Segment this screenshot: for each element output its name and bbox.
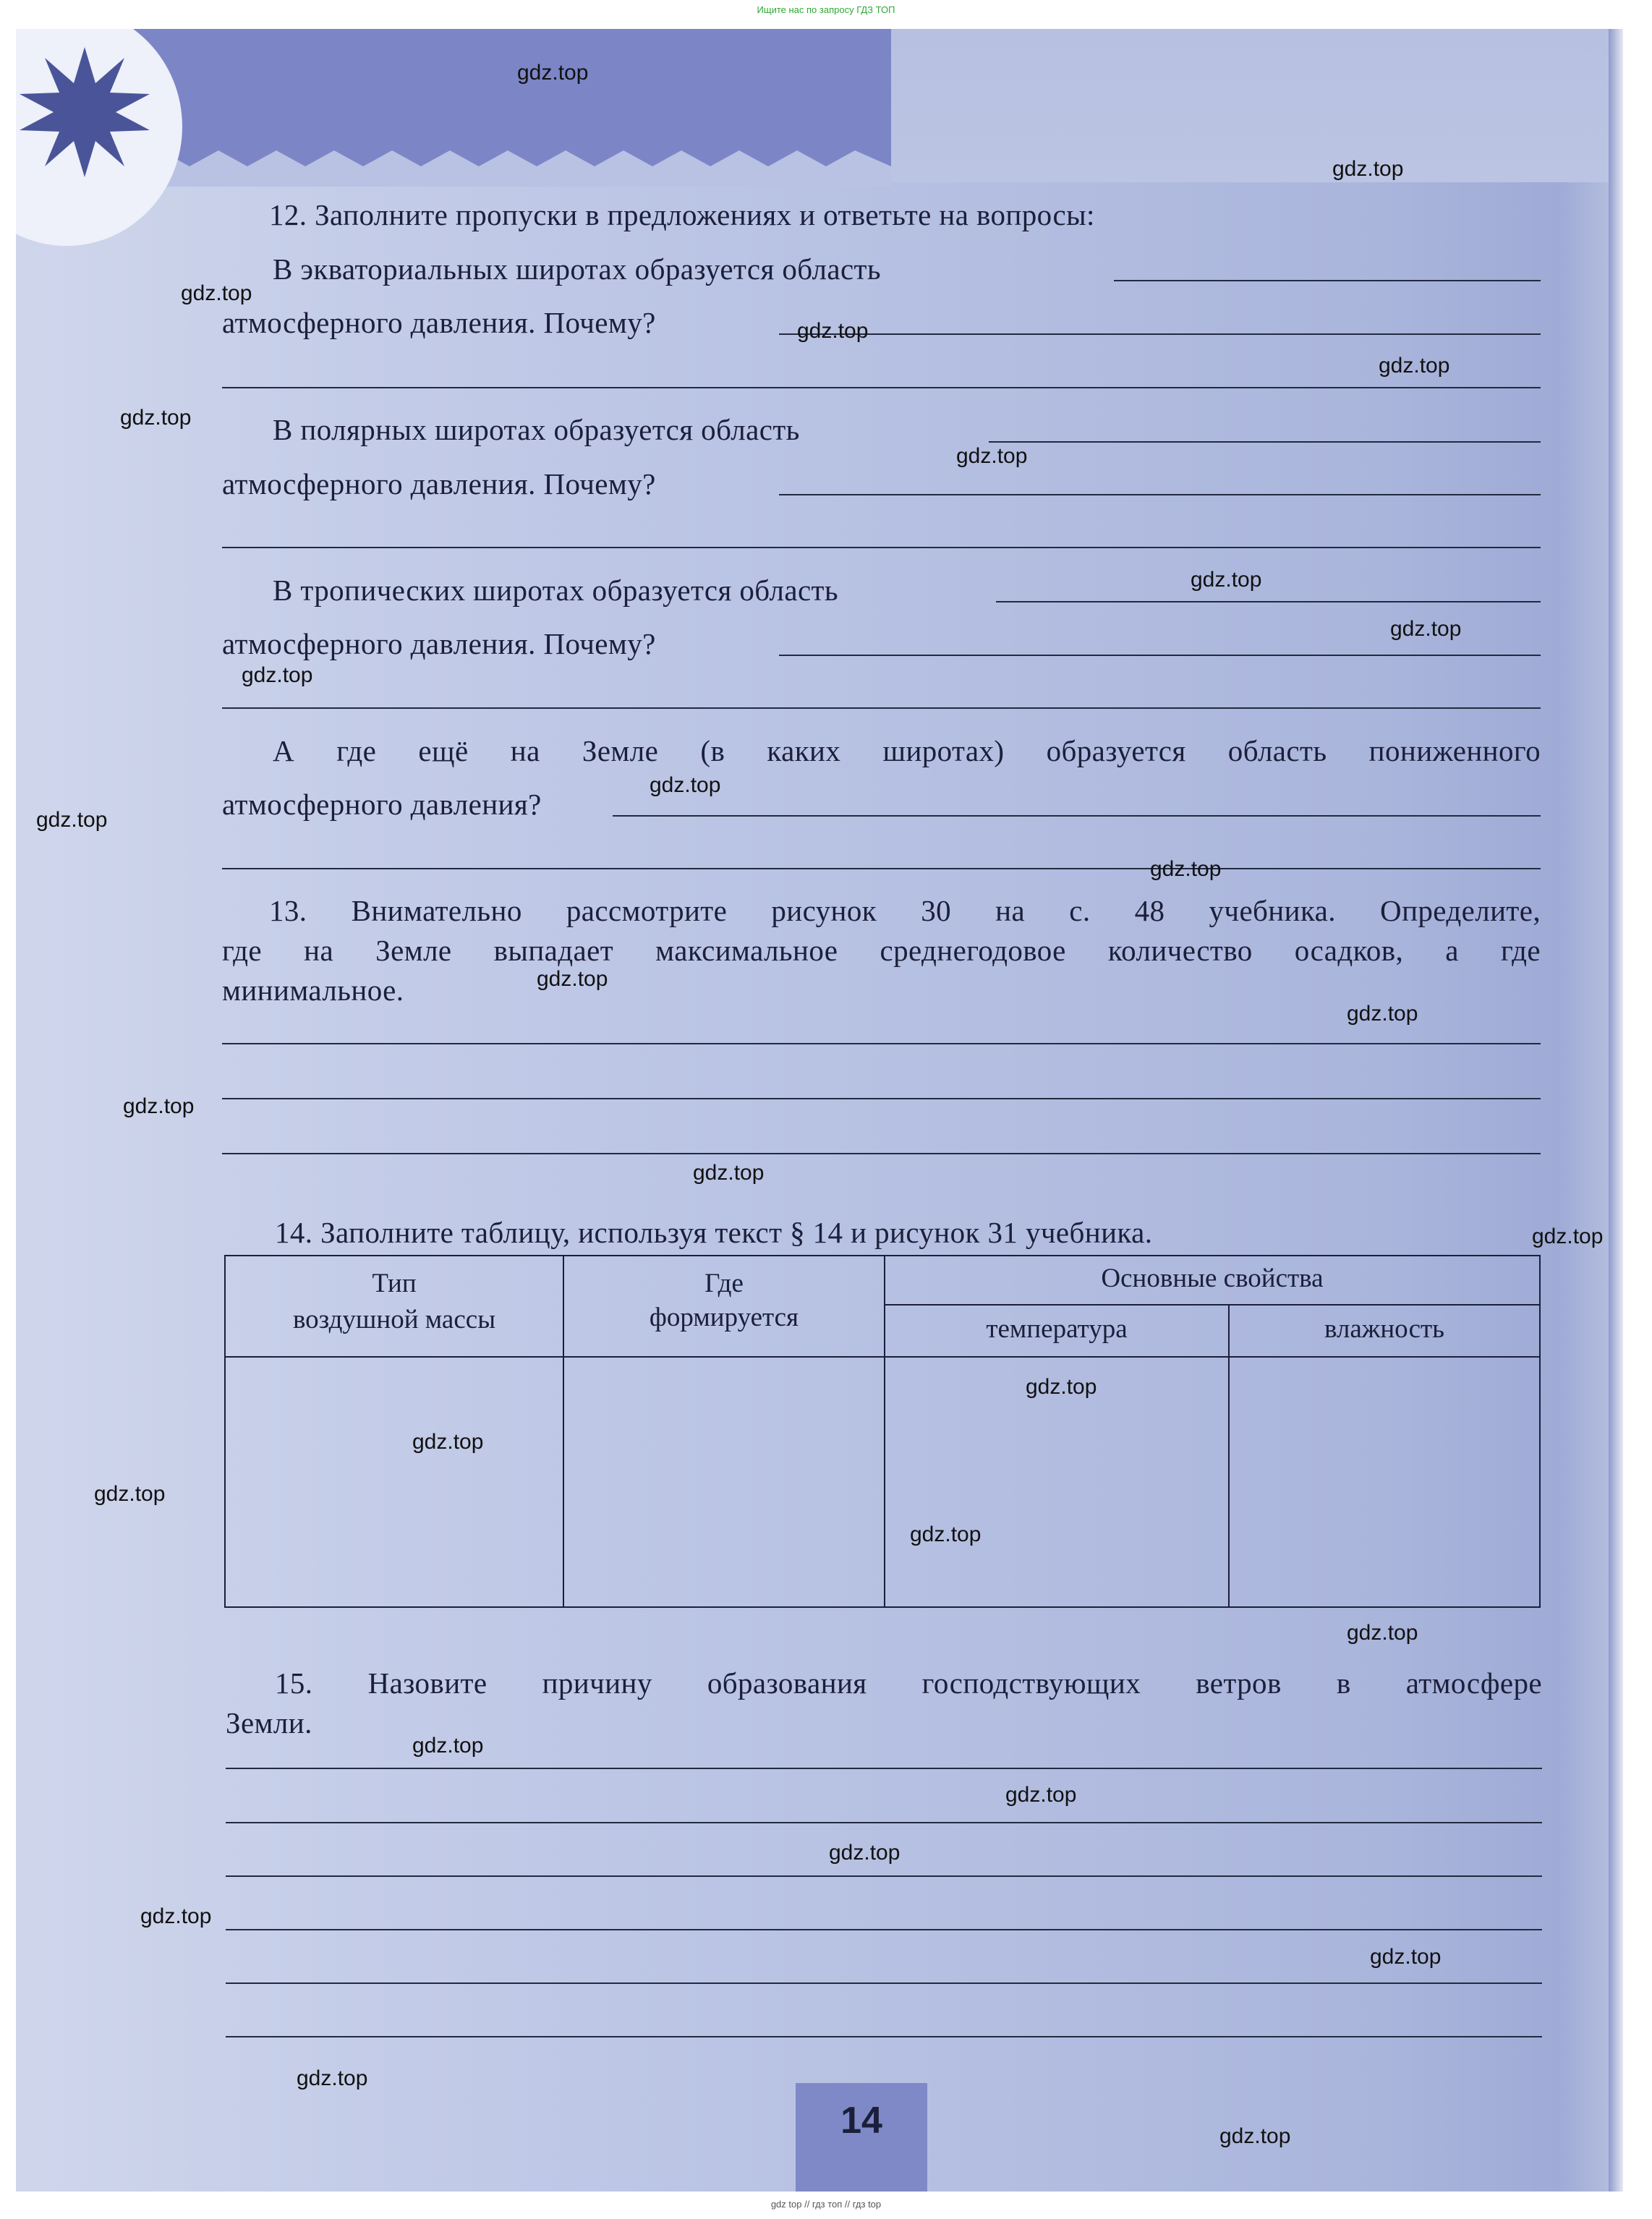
answer-line[interactable] bbox=[1114, 280, 1541, 281]
q13-line3: минимальное. bbox=[222, 974, 404, 1007]
col-type-line1: Тип bbox=[372, 1269, 417, 1298]
star-icon bbox=[16, 43, 153, 181]
col-where-line1: Где bbox=[704, 1269, 744, 1298]
col-where-line2: формируется bbox=[649, 1303, 799, 1332]
watermark: gdz.top bbox=[242, 663, 313, 687]
answer-line[interactable] bbox=[222, 1153, 1541, 1154]
watermark: gdz.top bbox=[1150, 857, 1222, 881]
q13-line1: 13. Внимательно рассмотрите рисунок 30 на с. 48 учебника. Определите, bbox=[269, 894, 1541, 927]
watermark: gdz.top bbox=[1390, 617, 1462, 641]
watermark: gdz.top bbox=[1005, 1783, 1077, 1807]
watermark: gdz.top bbox=[910, 1522, 982, 1546]
answer-line[interactable] bbox=[226, 1875, 1542, 1877]
answer-line[interactable] bbox=[226, 2036, 1542, 2037]
watermark: gdz.top bbox=[517, 61, 589, 85]
watermark: gdz.top bbox=[36, 808, 108, 832]
col-temperature: температура bbox=[986, 1314, 1128, 1344]
watermark: gdz.top bbox=[956, 444, 1028, 468]
answer-line[interactable] bbox=[222, 1043, 1541, 1044]
col-type-line2: воздушной массы bbox=[292, 1305, 496, 1334]
table-cell-where[interactable] bbox=[564, 1358, 884, 1606]
watermark: gdz.top bbox=[1532, 1225, 1604, 1248]
table-cell-humidity[interactable] bbox=[1230, 1358, 1539, 1606]
watermark: gdz.top bbox=[1219, 2124, 1291, 2148]
q12-why-1: атмосферного давления. Почему? bbox=[222, 306, 656, 339]
q14-title: 14. Заполните таблицу, используя текст § 14 и рисунок 31 учебника. bbox=[275, 1216, 1153, 1249]
watermark: gdz.top bbox=[650, 773, 721, 797]
watermark: gdz.top bbox=[1347, 1002, 1418, 1026]
q12-why-3: атмосферного давления. Почему? bbox=[222, 627, 656, 660]
q15-line2: Земли. bbox=[226, 1706, 312, 1739]
watermark: gdz.top bbox=[1026, 1375, 1097, 1399]
q12-tropical-text: В тропических широтах образуется область bbox=[273, 574, 838, 607]
answer-line[interactable] bbox=[222, 1098, 1541, 1099]
watermark: gdz.top bbox=[693, 1161, 765, 1185]
answer-line[interactable] bbox=[222, 868, 1541, 869]
answer-line[interactable] bbox=[222, 387, 1541, 388]
watermark: gdz.top bbox=[140, 1904, 212, 1928]
answer-line[interactable] bbox=[779, 494, 1541, 495]
answer-line[interactable] bbox=[226, 1982, 1542, 1984]
watermark: gdz.top bbox=[829, 1841, 900, 1865]
answer-line[interactable] bbox=[779, 655, 1541, 656]
watermark: gdz.top bbox=[797, 319, 869, 343]
answer-line[interactable] bbox=[779, 333, 1541, 335]
watermark: gdz.top bbox=[1332, 157, 1404, 181]
watermark: gdz.top bbox=[412, 1430, 484, 1454]
q12-title: 12. Заполните пропуски в предложениях и ответьте на вопросы: bbox=[269, 198, 1095, 231]
page-number: 14 bbox=[840, 2100, 882, 2142]
answer-line[interactable] bbox=[989, 441, 1541, 443]
answer-line[interactable] bbox=[226, 1822, 1542, 1823]
answer-line[interactable] bbox=[226, 1768, 1542, 1769]
answer-line[interactable] bbox=[222, 547, 1541, 548]
watermark: gdz.top bbox=[1191, 568, 1262, 592]
q12-why-2: атмосферного давления. Почему? bbox=[222, 467, 656, 501]
col-properties: Основные свойства bbox=[1101, 1264, 1324, 1293]
watermark: gdz.top bbox=[537, 967, 608, 991]
watermark: gdz.top bbox=[1370, 1945, 1442, 1969]
watermark: gdz.top bbox=[94, 1482, 166, 1506]
q12-where-else: А где ещё на Земле (в каких широтах) образуется область пониженного bbox=[273, 734, 1541, 767]
q12-where-else-2: атмосферного давления? bbox=[222, 788, 542, 821]
watermark: gdz.top bbox=[181, 281, 252, 305]
page-edge bbox=[1609, 29, 1623, 2192]
top-banner: Ищите нас по запросу ГДЗ ТОП bbox=[757, 4, 895, 15]
bottom-banner: gdz top // гдз топ // гдз top bbox=[770, 2199, 882, 2210]
q12-polar-text: В полярных широтах образуется область bbox=[273, 413, 800, 446]
watermark: gdz.top bbox=[123, 1094, 195, 1118]
answer-line[interactable] bbox=[222, 707, 1541, 709]
q15-line1: 15. Назовите причину образования господствующих ветров в атмосфере bbox=[275, 1666, 1542, 1700]
answer-line[interactable] bbox=[996, 601, 1541, 602]
watermark: gdz.top bbox=[1379, 354, 1450, 378]
watermark: gdz.top bbox=[297, 2066, 368, 2090]
watermark: gdz.top bbox=[412, 1734, 484, 1758]
header-band-right bbox=[891, 29, 1614, 182]
q12-equatorial-text: В экваториальных широтах образуется область bbox=[273, 252, 881, 286]
q13-line2: где на Земле выпадает максимальное среднегодовое количество осадков, а где bbox=[222, 934, 1541, 967]
table-cell-type[interactable] bbox=[226, 1358, 563, 1606]
answer-line[interactable] bbox=[613, 815, 1541, 817]
col-humidity: влажность bbox=[1324, 1314, 1445, 1344]
watermark: gdz.top bbox=[1347, 1621, 1418, 1645]
watermark: gdz.top bbox=[120, 406, 192, 430]
answer-line[interactable] bbox=[226, 1929, 1542, 1930]
